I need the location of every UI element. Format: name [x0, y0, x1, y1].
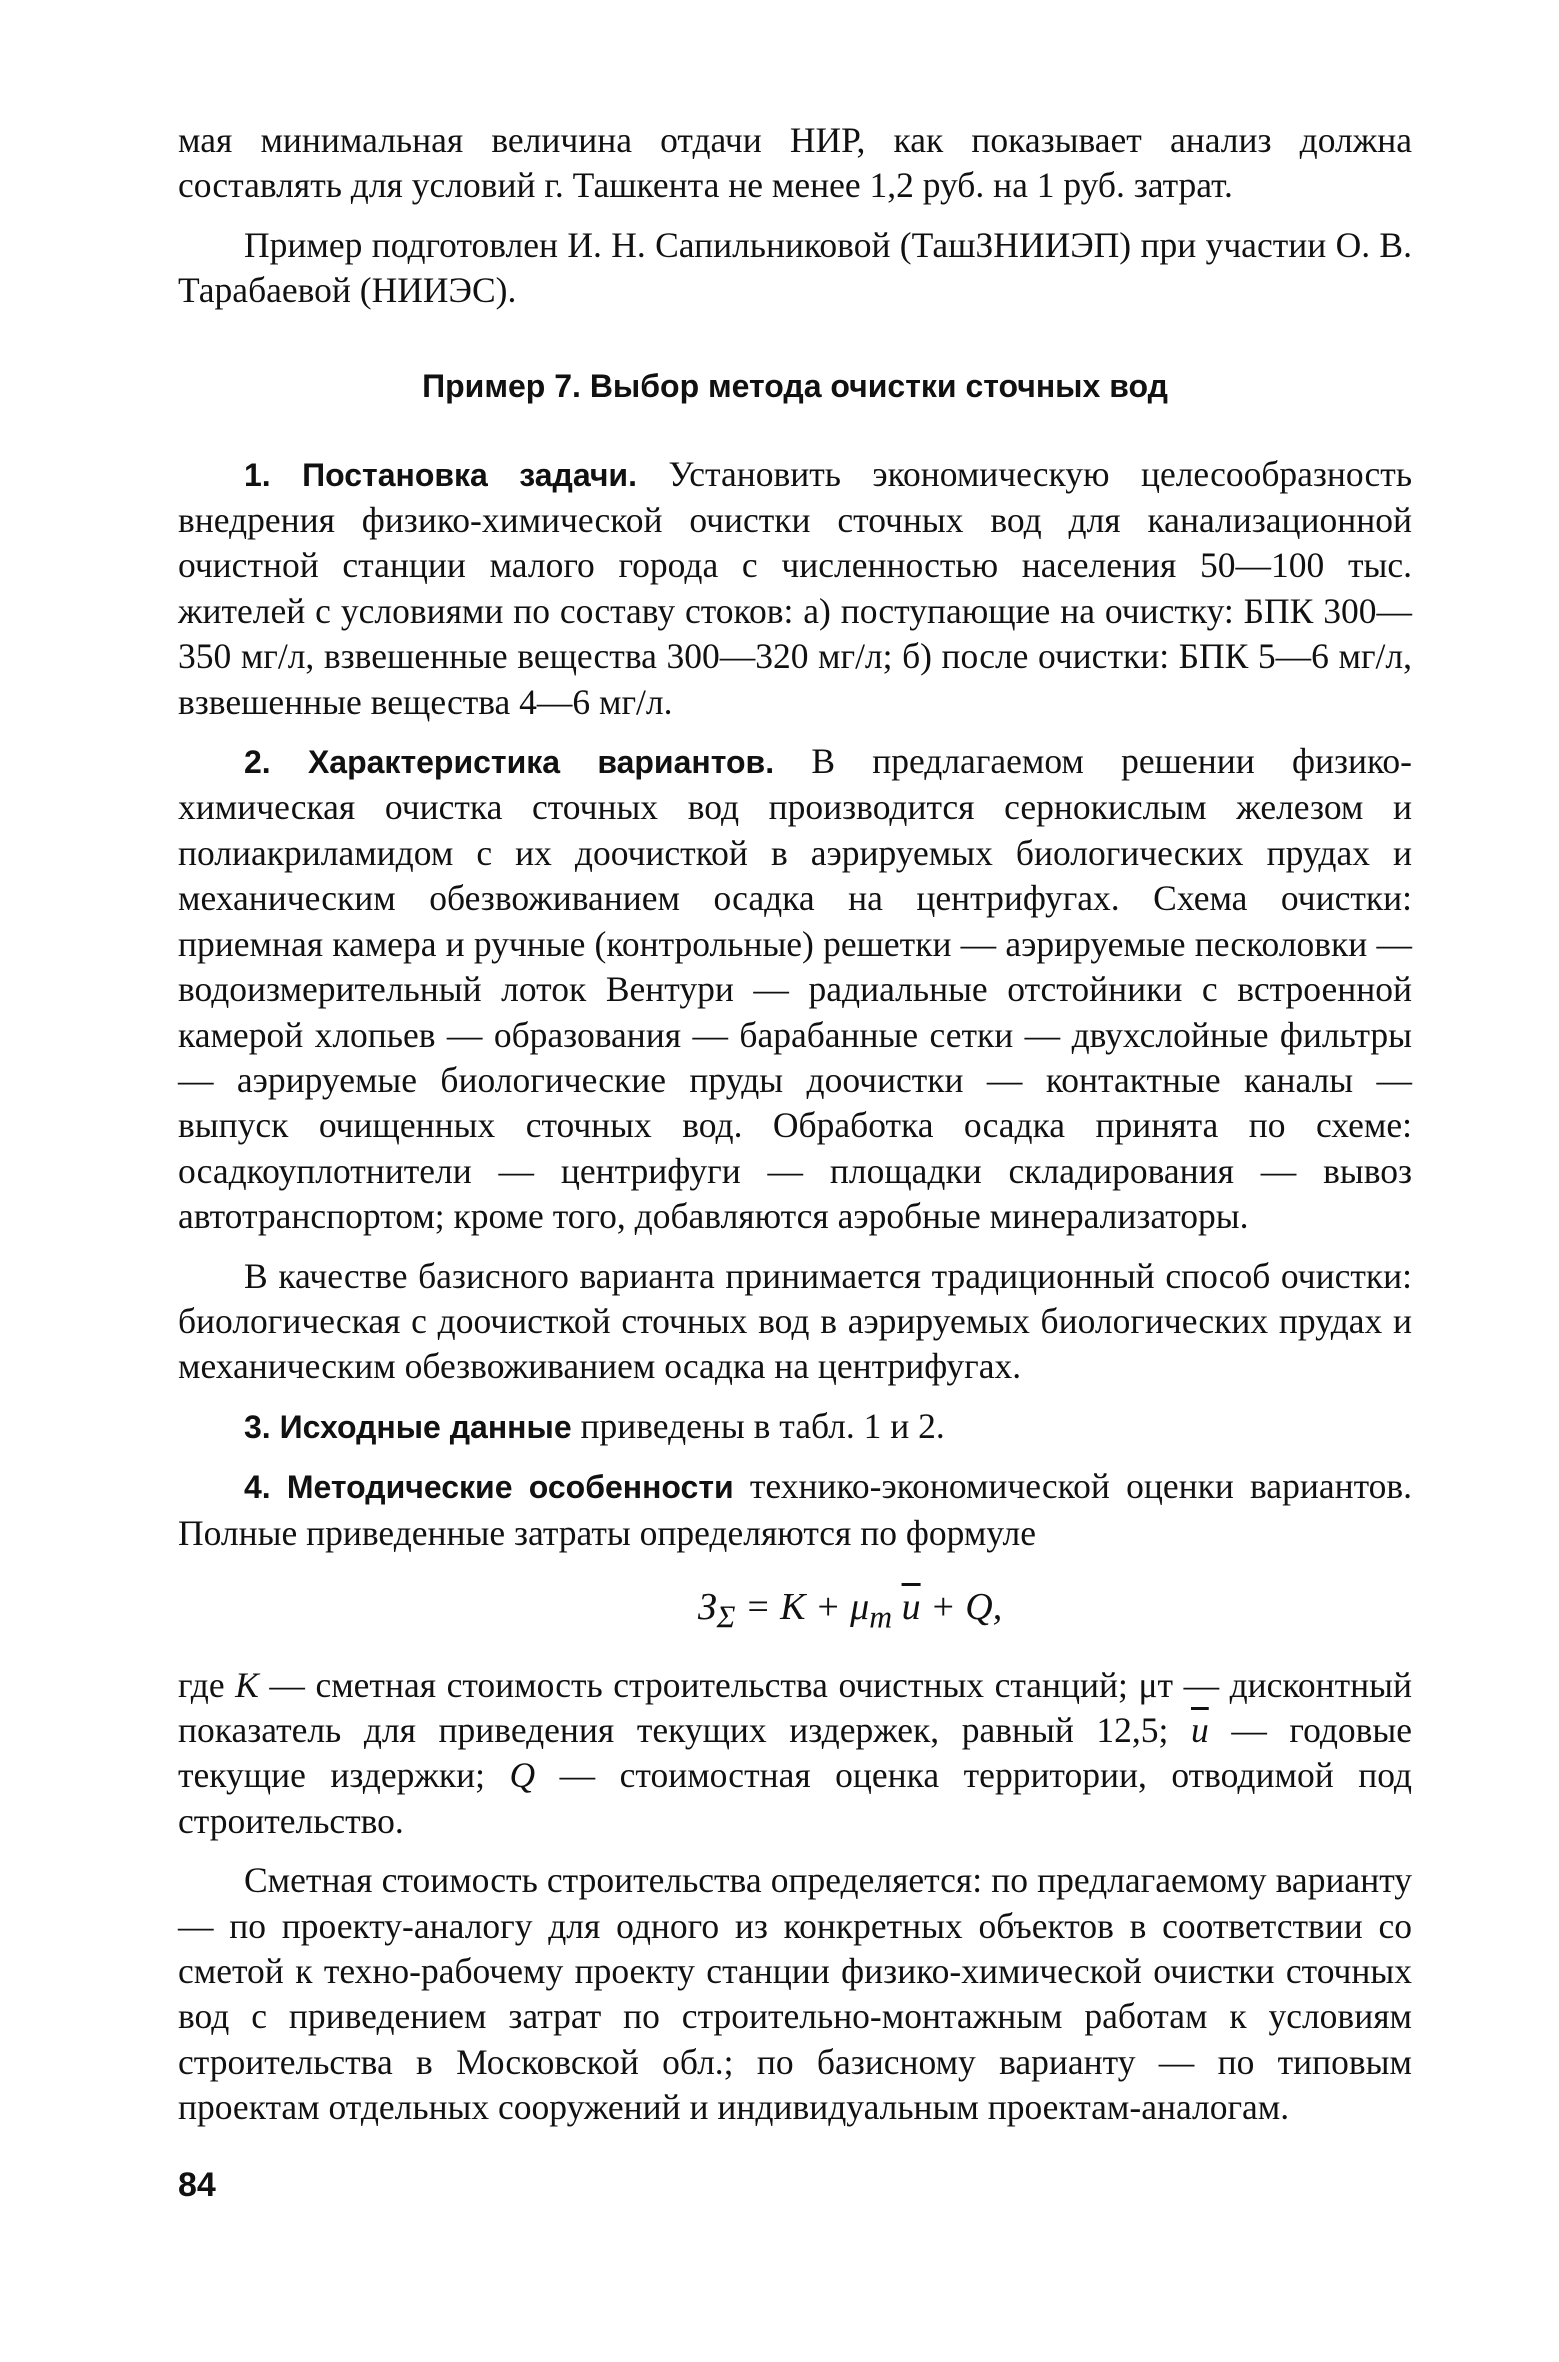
cost-formula: [178, 1582, 1412, 1643]
item-2-text: В предлагаемом решении физико-химическая очистка сточных вод производится сернокислым железом и полиакриламидом с их доочисткой в аэрируемых биологических прудах и механическим обезвоживанием осадка на центрифугах. Схема очистки: приемная камера и ручные (контрольные) решетки — аэрируемые песколовки — водоизмерительный лоток Вентури — радиальные отстойники с встроенной камерой хлопьев — образования — барабанные сетки — двухслойные фильтры — аэрируемые биологические пруды доочистки — контактные каналы — выпуск очищенных сточных вод. Обработка осадка принята по схеме: осадкоуплотнители — центрифуги — площадки складирования — вывоз автотранспортом; кроме того, добавляются аэробные минерализаторы.: [178, 741, 1412, 1237]
page-body: [178, 118, 1412, 2131]
formula-u-bar: $\overline{u}$: [901, 1585, 921, 1628]
base-variant-paragraph: В качестве базисного варианта принимается традиционный способ очистки: биологическая с доочисткой сточных вод в аэрируемых биологических прудах и механическим обезвоживанием осадка на центрифугах.: [178, 1255, 1412, 1387]
section-heading: Пример 7. Выбор метода очистки сточных вод: [422, 367, 1168, 404]
definitions-where: где: [178, 1664, 236, 1705]
formula-equals: =: [735, 1585, 781, 1628]
formula-mu-subscript: т: [869, 1599, 893, 1635]
item-1-text: Установить экономическую целесообразность внедрения физико-химической очистки сточных вод для канализационной очистной станции малого города с численностью населения 50—100 тыс. жителей с условиями по составу стоков: а) поступающие на очистку: БПК 300—350 мг/л, взвешенные вещества 300—320 мг/л; б) после очистки: БПК 5—6 мг/л, взвешенные вещества 4—6 мг/л.: [178, 453, 1413, 722]
item-1-paragraph: [178, 452, 1412, 725]
item-4-text: технико-экономической оценки вариантов. Полные приведенные затраты определяются по формуле: [178, 1466, 1413, 1553]
intro-paragraph-continued: мая минимальная величина отдачи НИР, как показывает анализ должна составлять для условий г. Ташкента не менее 1,2 руб. на 1 руб. затрат.: [178, 120, 1412, 206]
item-3-text: приведены в табл. 1 и 2.: [571, 1405, 945, 1446]
definition-k-symbol: K: [235, 1664, 259, 1705]
definition-q-text: — стоимостная оценка территории, отводимой под строительство.: [178, 1755, 1412, 1841]
estimate-paragraph: Сметная стоимость строительства определяется: по предлагаемому варианту — по проекту-аналогу для одного из конкретных объектов в соответствии со сметой к техно-рабочему проекту станции физико-химической очистки сточных вод с приведением затрат по строительно-монтажным работам к условиям строительства в Московской обл.; по базисному варианту — по типовым проектам отдельных сооружений и индивидуальным проектам-аналогам.: [178, 1860, 1412, 2128]
page-number: 84: [178, 2166, 216, 2204]
item-3-paragraph: [178, 1404, 1412, 1450]
item-4-paragraph: [178, 1464, 1412, 1556]
formula-q: Q: [965, 1585, 993, 1628]
formula-mu: μ: [850, 1585, 870, 1628]
formula-lhs-subscript: Σ: [716, 1599, 736, 1635]
item-1-label: 1. Постановка задачи.: [244, 456, 637, 493]
item-3-label: 3. Исходные данные: [244, 1408, 572, 1445]
definitions-paragraph: [178, 1663, 1412, 1845]
definition-u-symbol: $\overline{u}$: [1191, 1709, 1209, 1750]
item-4-label: 4. Методические особенности: [244, 1469, 734, 1506]
definition-q-symbol: Q: [509, 1755, 536, 1796]
definition-mu-text: — дисконтный показатель для приведения текущих издержек, равный 12,5;: [178, 1664, 1412, 1750]
item-2-paragraph: [178, 739, 1412, 1239]
formula-k: K: [780, 1585, 806, 1628]
formula-end: ,: [992, 1585, 1003, 1628]
formula-plus-1: +: [805, 1585, 851, 1628]
item-2-label: 2. Характеристика вариантов.: [244, 744, 775, 781]
definition-u-text: — годовые текущие издержки;: [178, 1709, 1412, 1796]
definition-mu-symbol: μт: [1138, 1664, 1174, 1705]
formula-plus-2: +: [920, 1585, 966, 1628]
definition-k-text: — сметная стоимость строительства очистных станций;: [258, 1664, 1139, 1705]
formula-lhs: З: [697, 1585, 717, 1628]
intro-paragraph-credits: Пример подготовлен И. Н. Сапильниковой (ТашЗНИИЭП) при участии О. В. Тарабаевой (НИИЭС).: [178, 224, 1412, 311]
